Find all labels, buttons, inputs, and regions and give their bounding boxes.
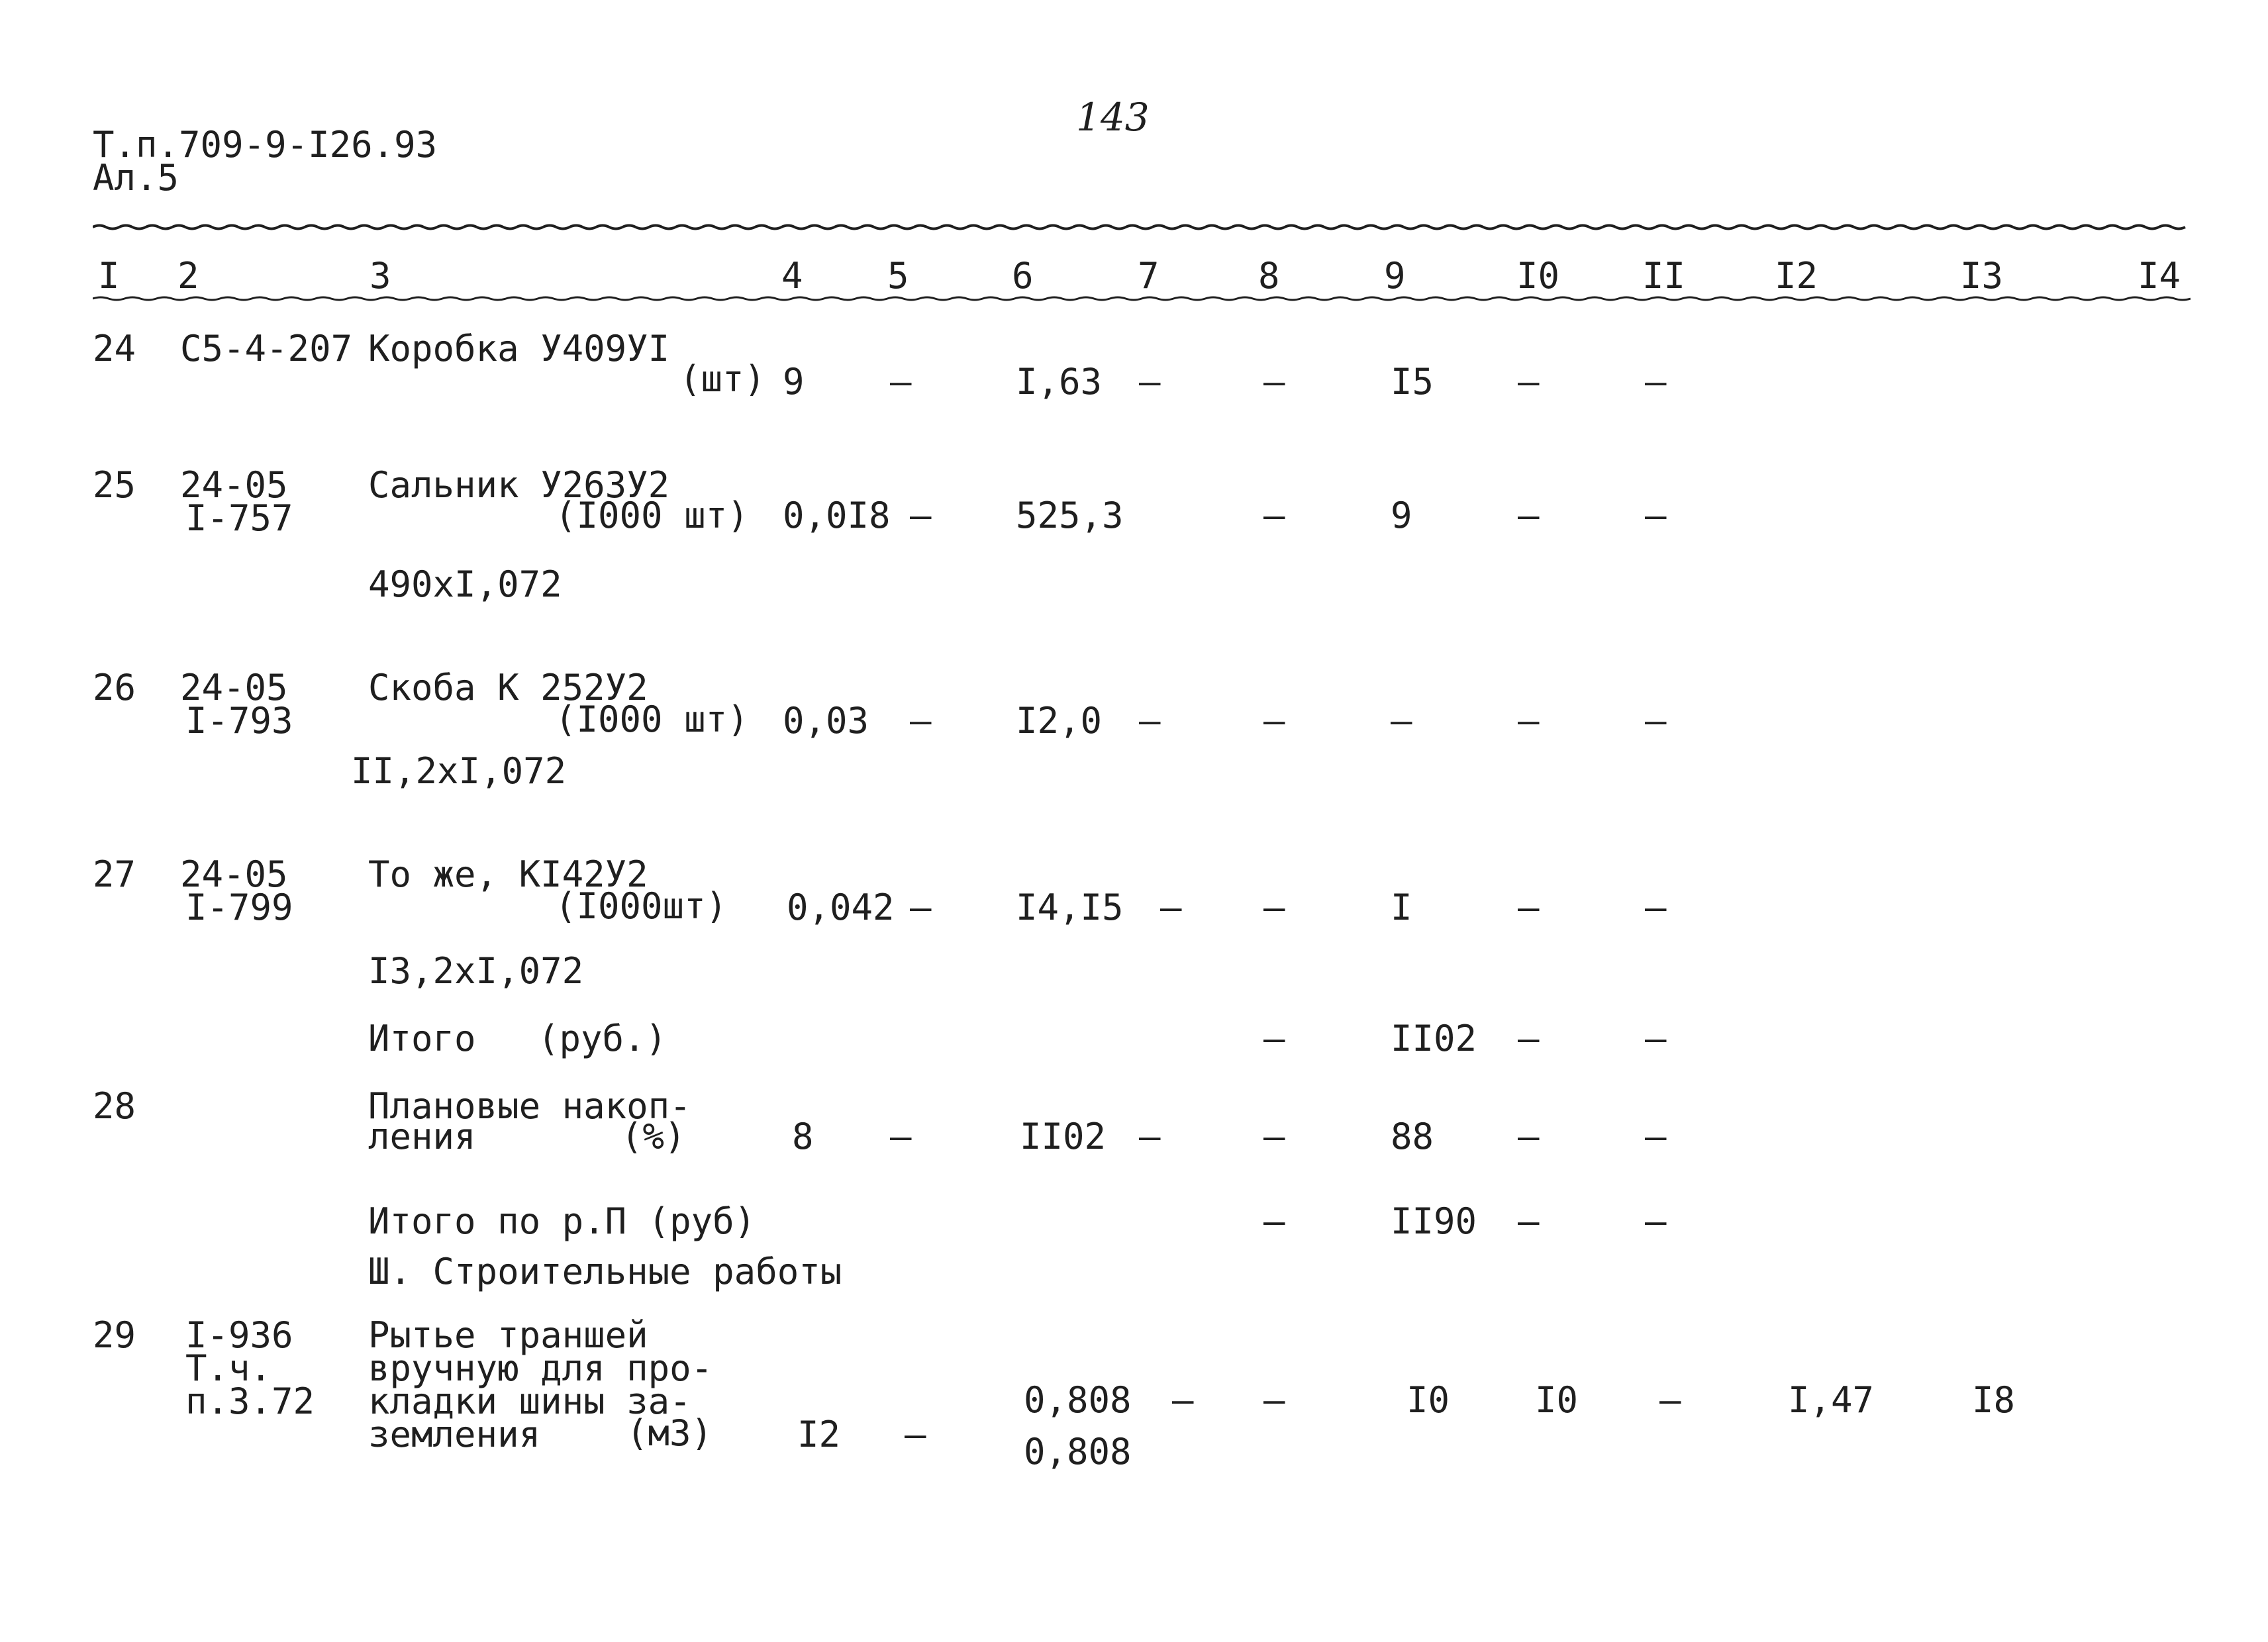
item-name: Скоба К 252У2 (368, 667, 648, 708)
column-header-9: 9 (1384, 255, 1406, 297)
rate-code-line1: 24-05 (180, 464, 288, 506)
cell-col9: 88 (1391, 1116, 1434, 1157)
column-header-8: 8 (1258, 255, 1280, 297)
cell-col11: – (1645, 700, 1667, 742)
row-number: 29 (93, 1314, 136, 1356)
page-number: 143 (1076, 95, 1150, 140)
cell-col11: – (1645, 1200, 1667, 1242)
column-header-3: 3 (370, 255, 391, 297)
cell-col10: – (1518, 495, 1540, 536)
cell-col8: – (1263, 361, 1285, 403)
item-unit: (шт) (679, 358, 766, 400)
row-number: 26 (93, 667, 136, 708)
cell-col10: I0 (1535, 1379, 1579, 1421)
cell-col8: – (1263, 1018, 1285, 1059)
calculation-note: I3,2xI,072 (368, 950, 584, 992)
cell-col5: – (910, 700, 932, 742)
cell-col8: – (1263, 887, 1285, 928)
cell-col7: – (1139, 1116, 1161, 1157)
cell-col4: 0,0I8 (783, 495, 891, 536)
cell-col10: – (1518, 361, 1540, 403)
cell-col6: 525,3 (1016, 495, 1124, 536)
column-header-4: 4 (781, 255, 803, 297)
row-number: 24 (93, 328, 136, 369)
cell-col5: – (890, 361, 912, 403)
item-name: Коробка У409УI (368, 328, 670, 369)
column-header-10: I0 (1516, 255, 1560, 297)
cell-col9: 9 (1391, 495, 1412, 536)
row-number: 25 (93, 464, 136, 506)
cell-col6: I4,I5 (1016, 887, 1124, 928)
item-name-line2: вручную для про- (368, 1347, 713, 1389)
cell-col6: I,63 (1016, 361, 1103, 403)
cell-col6: 0,808 (1024, 1379, 1132, 1421)
column-header-12: I2 (1775, 255, 1818, 297)
cell-col8: – (1263, 1379, 1285, 1421)
column-header-2: 2 (177, 255, 199, 297)
cell-col4: 0,03 (783, 700, 869, 742)
cell-col6: I2,0 (1016, 700, 1103, 742)
top-rule (93, 222, 2192, 232)
row-number: 28 (93, 1085, 136, 1127)
album-label: Ал.5 (93, 157, 179, 199)
cell-col5: – (910, 495, 932, 536)
column-header-13: I3 (1960, 255, 2004, 297)
rate-code-line2: I-757 (185, 497, 293, 539)
cell-col8: – (1263, 1116, 1285, 1157)
column-header-7: 7 (1138, 255, 1159, 297)
rate-code-line2: I-799 (185, 887, 293, 928)
subtotal-unit: (руб.) (538, 1018, 667, 1059)
cell-col5: – (905, 1414, 926, 1455)
column-header-rule (93, 294, 2192, 303)
cell-col8: – (1263, 1200, 1285, 1242)
row-number: 27 (93, 853, 136, 895)
item-unit: (I000шт) (555, 885, 728, 927)
cell-col10: – (1518, 1200, 1540, 1242)
item-name-line4: земления (368, 1414, 541, 1455)
item-unit: (I000 шт) (555, 495, 749, 536)
cell-col6-second: 0,808 (1024, 1431, 1132, 1473)
item-unit: (%) (621, 1116, 686, 1157)
column-header-1: I (98, 255, 120, 297)
cell-col4: 9 (783, 361, 805, 403)
cell-col11: – (1645, 361, 1667, 403)
cell-col6: II02 (1020, 1116, 1107, 1157)
rate-code-line2: Т.ч. (185, 1347, 272, 1389)
item-name-line3: кладки шины за- (368, 1380, 691, 1422)
cell-col11: – (1645, 1018, 1667, 1059)
cell-col11: – (1645, 495, 1667, 536)
cell-col11: – (1645, 1116, 1667, 1157)
rate-code-line1: 24-05 (180, 853, 288, 895)
subtotal-label: Итого (368, 1018, 476, 1059)
cell-col10: – (1518, 887, 1540, 928)
cell-col9: – (1391, 700, 1412, 742)
rate-code-line1: I-936 (185, 1314, 293, 1356)
cell-col7: – (1139, 700, 1161, 742)
item-name-line2: ления (368, 1116, 476, 1157)
calculation-note: II,2xI,072 (351, 750, 567, 792)
item-name: То же, КI42У2 (368, 853, 648, 895)
cell-col5: – (910, 887, 932, 928)
cell-col9: I (1391, 887, 1412, 928)
cell-col7: – (1172, 1379, 1194, 1421)
column-header-6: 6 (1012, 255, 1034, 297)
item-name-line1: Рытье траншей (368, 1314, 648, 1356)
item-name-line1: Плановые накоп- (368, 1085, 691, 1127)
rate-code-line2: I-793 (185, 700, 293, 742)
column-header-5: 5 (887, 255, 909, 297)
item-unit: (м3) (626, 1412, 713, 1454)
rate-code-line1: 24-05 (180, 667, 288, 708)
cell-col9: II90 (1391, 1200, 1477, 1242)
cell-col10: – (1518, 1116, 1540, 1157)
cell-col9: II02 (1391, 1018, 1477, 1059)
cell-col8: – (1263, 495, 1285, 536)
item-name: Сальник У263У2 (368, 464, 670, 506)
cell-col4: 8 (792, 1116, 814, 1157)
cell-col7: – (1160, 887, 1182, 928)
cell-col5: – (890, 1116, 912, 1157)
section-total-label: Итого по р.П (руб) (368, 1200, 756, 1242)
cell-col12: I,47 (1788, 1379, 1875, 1421)
column-header-11: II (1642, 255, 1686, 297)
calculation-note: 490xI,072 (368, 563, 562, 605)
cell-col9: I5 (1391, 361, 1434, 403)
rate-code: С5-4-207 (180, 328, 353, 369)
cell-col8: – (1263, 700, 1285, 742)
item-unit: (I000 шт) (555, 699, 749, 740)
cell-col11: – (1645, 887, 1667, 928)
cell-col11: – (1659, 1379, 1681, 1421)
cell-col4: I2 (797, 1414, 841, 1455)
cell-col7: – (1139, 361, 1161, 403)
cell-col10: – (1518, 700, 1540, 742)
cell-col10: – (1518, 1018, 1540, 1059)
rate-code-line3: п.3.72 (185, 1380, 315, 1422)
document-reference: Т.п.709-9-I26.93 (93, 124, 438, 166)
section-heading: Ш. Строительные работы (368, 1251, 842, 1292)
cell-col13: I8 (1972, 1379, 2016, 1421)
cell-col4: 0,042 (787, 887, 895, 928)
column-header-14: I4 (2138, 255, 2181, 297)
cell-col9: I0 (1406, 1379, 1450, 1421)
